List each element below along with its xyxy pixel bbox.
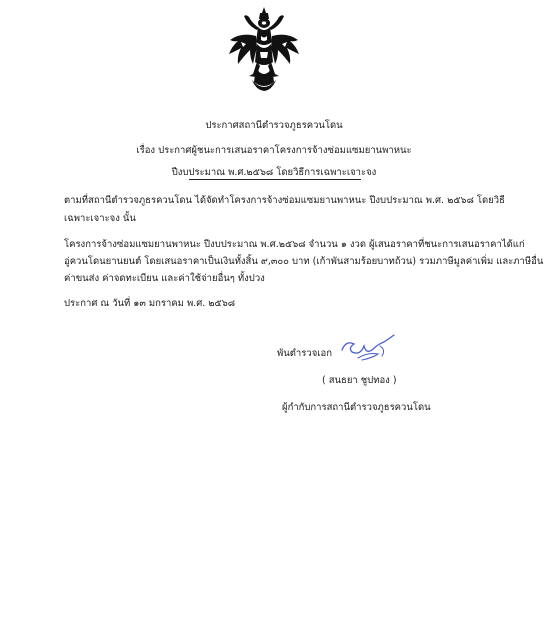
paragraph-2-line-2: อู่ควนโดนยานยนต์ โดยเสนอราคาเป็นเงินทั้งสิ้น ๙,๓๐๐ บาท (เก้าพันสามร้อยบาทถ้วน) รวมภาษีมูลค่าเพิ่ม และภาษีอื่น: [64, 256, 544, 267]
paragraph-1-line-1: ตามที่สถานีตำรวจภูธรควนโดน ได้จัดทำโครงการจ้างซ่อมแซมยานพาหนะ ปีงบประมาณ พ.ศ. ๒๕๖๘ โดยวิธี: [64, 195, 505, 206]
garuda-emblem-icon: [226, 6, 302, 92]
signatory-title: ผู้กำกับการสถานีตำรวจภูธรควนโดน: [282, 402, 431, 413]
announcement-subject: เรื่อง ประกาศผู้ชนะการเสนอราคาโครงการจ้างซ่อมแซมยานพาหนะ: [136, 145, 412, 156]
title-divider: [189, 179, 361, 180]
paragraph-2-line-3: ค่าขนส่ง ค่าจดทะเบียน และค่าใช้จ่ายอื่นๆ ทั้งปวง: [64, 273, 265, 284]
announcement-fiscal-method: ปีงบประมาณ พ.ศ.๒๕๖๘ โดยวิธีการเฉพาะเจาะจง: [171, 167, 377, 178]
signatory-name: ( สนธยา ชูปทอง ): [322, 375, 397, 386]
paragraph-2-line-1: โครงการจ้างซ่อมแซมยานพาหนะ ปีงบประมาณ พ.ศ.๒๕๖๘ จำนวน ๑ งวด ผู้เสนอราคาที่ชนะการเสนอราคาได้แก่: [64, 239, 525, 250]
announcement-date: ประกาศ ณ วันที่ ๑๓ มกราคม พ.ศ. ๒๕๖๘: [64, 298, 236, 309]
paragraph-1-line-2: เฉพาะเจาะจง นั้น: [64, 213, 136, 224]
announcement-issuer: ประกาศสถานีตำรวจภูธรควนโดน: [205, 120, 343, 131]
handwritten-signature-icon: [338, 332, 396, 364]
signatory-rank: พันตำรวจเอก: [277, 348, 332, 359]
